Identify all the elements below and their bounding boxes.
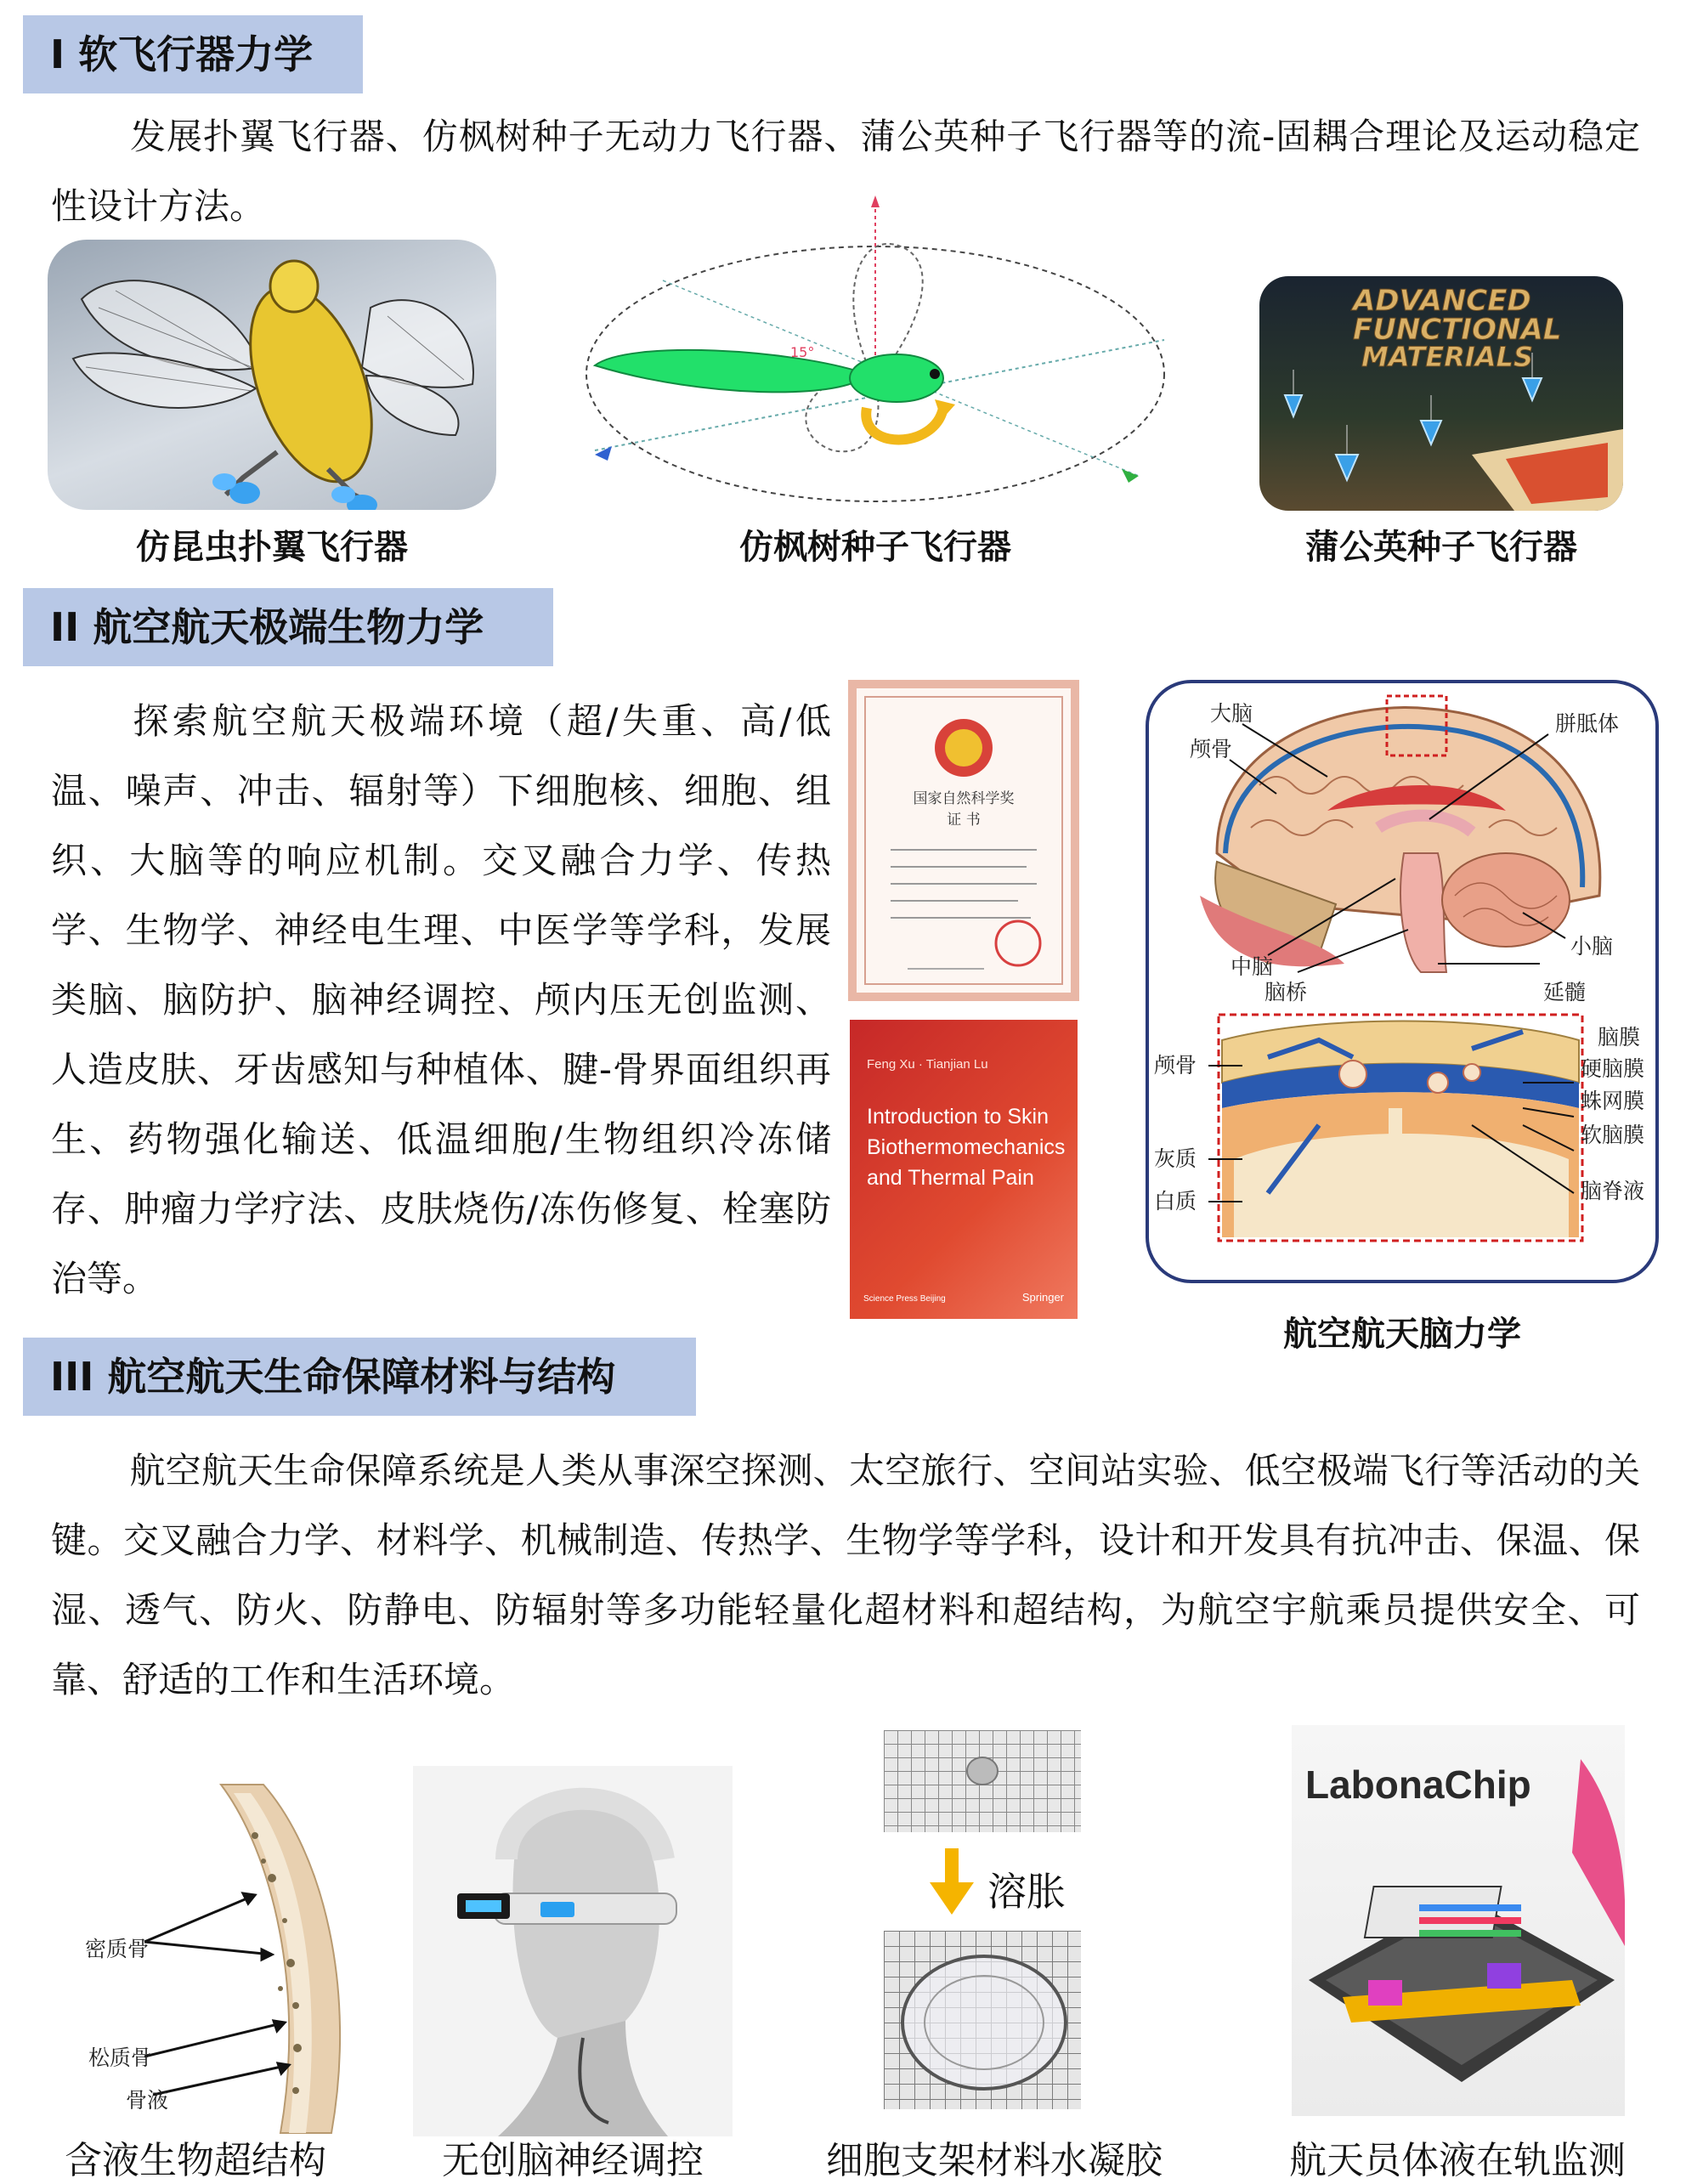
section-1-heading: I 软飞行器力学 [23, 15, 363, 93]
cover-title-line1: ADVANCED [1353, 284, 1531, 318]
svg-text:15°: 15° [790, 344, 815, 360]
book-publisher-left: Science Press Beijing [863, 1294, 946, 1304]
book-cover-image [850, 1020, 1078, 1319]
insect-flyer-caption: 仿昆虫扑翼飞行器 [136, 528, 408, 567]
brain-label-pia: 软脑膜 [1581, 1123, 1645, 1147]
chip-journal-title: LabonaChip [1305, 1762, 1531, 1807]
insect-flyer-image [48, 240, 496, 510]
certificate-subtitle: 证 书 [947, 812, 981, 829]
section-2-paragraph [51, 687, 831, 1314]
hydrogel-caption: 细胞支架材料水凝胶 [826, 2139, 1163, 2182]
brain-label-gray-matter: 灰质 [1154, 1146, 1197, 1171]
section-1-text: 发展扑翼飞行器、仿枫树种子无动力飞行器、蒲公英种子飞行器等的流-固耦合理论及运动稳定性设计方法。 [51, 116, 1640, 227]
brain-label-medulla: 延髓 [1543, 980, 1587, 1004]
cover-title-line2: FUNCTIONAL [1353, 313, 1562, 347]
section-2-heading: II 航空航天极端生物力学 [23, 588, 553, 666]
brain-label-dura: 硬脑膜 [1581, 1056, 1645, 1081]
bone-structure-image [51, 1768, 374, 2142]
brain-mechanics-diagram [1146, 680, 1659, 1283]
book-title-line3: and Thermal Pain [867, 1166, 1034, 1190]
book-publisher-right: Springer [1021, 1291, 1064, 1304]
brain-label-white-matter: 白质 [1154, 1189, 1197, 1214]
bone-label-spongy: 松质骨 [88, 2045, 153, 2070]
brain-label-meninges: 脑膜 [1598, 1025, 1641, 1050]
maple-seed-caption: 仿枫树种子飞行器 [739, 528, 1011, 567]
brain-label-midbrain: 中脑 [1231, 954, 1274, 979]
award-certificate-image [848, 680, 1079, 1001]
section-3-heading: III 航空航天生命保障材料与结构 [23, 1338, 696, 1416]
dandelion-caption: 蒲公英种子飞行器 [1305, 528, 1577, 567]
brain-mechanics-caption: 航空航天脑力学 [1283, 1315, 1521, 1354]
neuromodulation-caption: 无创脑神经调控 [442, 2139, 704, 2182]
section-3-paragraph [51, 1436, 1640, 1715]
brain-label-pons: 脑桥 [1264, 980, 1308, 1004]
certificate-title: 国家自然科学奖 [913, 790, 1015, 807]
brain-label-csf: 脑脊液 [1581, 1179, 1645, 1203]
book-authors: Feng Xu · Tianjian Lu [867, 1057, 988, 1072]
bone-label-fluid: 骨液 [126, 2088, 169, 2113]
brain-label-cerebellum: 小脑 [1570, 934, 1614, 959]
brain-label-corpus-callosum: 胼胝体 [1555, 711, 1620, 736]
cover-title-line3: MATERIALS [1361, 341, 1533, 373]
book-title-line2: Biothermomechanics [867, 1135, 1066, 1159]
lab-on-chip-cover [1292, 1725, 1625, 2116]
book-title-line1: Introduction to Skin [867, 1105, 1050, 1129]
hydrogel-after-image [884, 1931, 1081, 2109]
hydrogel-before-image [884, 1730, 1081, 1832]
brain-label-skull: 颅骨 [1190, 737, 1233, 761]
bone-label-compact: 密质骨 [85, 1937, 150, 1961]
swelling-label: 溶胀 [987, 1869, 1066, 1915]
lab-on-chip-caption: 航天员体液在轨监测 [1289, 2139, 1626, 2182]
section-3-text: 航空航天生命保障系统是人类从事深空探测、太空旅行、空间站实验、低空极端飞行等活动的关键。交叉融合力学、材料学、机械制造、传热学、生物学等学科，设计和开发具有抗冲击、保温、保湿、透气、防火、防静电、防辐射等多功能轻量化超材料和超结构，为航空宇航乘员提供安全、可靠、舒适的工作和生活环境。 [51, 1450, 1640, 1700]
swelling-arrow-icon [926, 1848, 977, 1916]
section-2-text: 探索航空航天极端环境（超/失重、高/低温、噪声、冲击、辐射等）下细胞核、细胞、组织、大脑等的响应机制。交叉融合力学、传热学、生物学、神经电生理、中医学等学科，发展类脑、脑防护、脑神经调控、颅内压无创监测、人造皮肤、牙齿感知与种植体、腱-骨界面组织再生、药物强化输送、低温细胞/生物组织冷冻储存、肿瘤力学疗法、皮肤烧伤/冻伤修复、栓塞防治等。 [51, 700, 831, 1299]
neuromodulation-headset-image [413, 1766, 733, 2136]
brain-label-arachnoid: 蛛网膜 [1581, 1089, 1645, 1113]
brain-label-skull-2: 颅骨 [1154, 1053, 1197, 1078]
maple-seed-diagram [578, 195, 1173, 510]
brain-label-cerebrum: 大脑 [1210, 701, 1253, 726]
dandelion-journal-cover [1259, 276, 1623, 511]
bone-structure-caption: 含液生物超结构 [65, 2139, 326, 2182]
